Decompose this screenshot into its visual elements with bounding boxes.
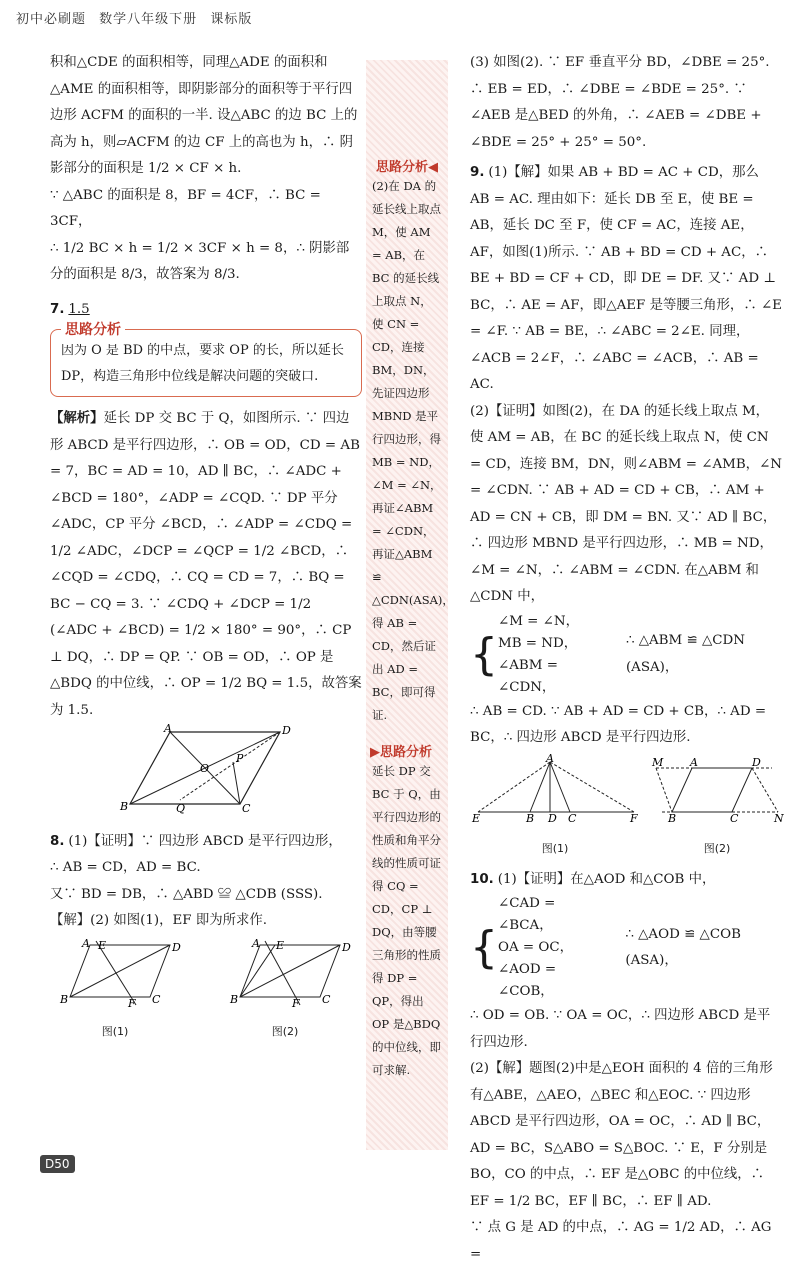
solution-line: ∴ AB = CD，AD = BC. <box>50 860 201 875</box>
analysis-box <box>50 322 362 397</box>
page-number: D50 <box>40 1155 75 1173</box>
paragraph: ∵ △ABC 的面积是 8，BF = 4CF，∴ BC = 3CF， <box>50 187 321 229</box>
solution-text: (1)【解】如果 AB + BD = AC + CD，那么 AB = AC. 理由如下：延长 DB 至 E，使 BE = AB，延长 DC 至 F，使 CF = AC，连接 AE，AF，如图(1)所示. ∵ AB + BD = CD + AC，∴ BE + BD = CF + CD，即 DE = DF. 又∵ AD ⊥ BC，∴ AE = AF，即△AEF 是等腰三角形，∴ ∠E = ∠F. ∵ AB = BE，∴ ∠ABC = 2∠E. 同理，∠ACB = 2∠F，∴ ∠ABC = ∠ACB，∴ AB = AC. <box>470 165 782 392</box>
figure-caption: 图(1) <box>101 1025 129 1038</box>
svg-text:D: D <box>282 724 291 737</box>
svg-text:E: E <box>98 938 107 952</box>
subject-title: 数学八年级下册 <box>99 12 198 27</box>
section-tag: 【解析】 <box>50 410 104 426</box>
figure-caption: 图(1) <box>541 842 569 855</box>
figure-q8-2 <box>220 936 351 1010</box>
figure-q9-2 <box>652 756 782 826</box>
svg-text:A: A <box>690 755 698 769</box>
system-line: OA = OC， <box>498 940 573 955</box>
svg-text:E: E <box>472 811 481 825</box>
solution-line: 又∵ BD = DB，∴ △ABD ≌ △CDB (SSS). <box>50 886 323 902</box>
svg-text:A: A <box>82 936 90 950</box>
svg-text:D: D <box>342 940 351 954</box>
analysis-text: 因为 O 是 BD 的中点，要求 OP 的长，所以延长 DP，构造三角形中位线是解决问题的突破口. <box>61 343 344 384</box>
system-line: MB = ND， <box>498 635 578 651</box>
question-number: 10. <box>470 871 494 887</box>
question-number: 9. <box>470 165 485 180</box>
svg-text:A: A <box>164 722 172 735</box>
svg-text:E: E <box>276 938 285 952</box>
svg-text:C: C <box>322 992 331 1006</box>
svg-text:D: D <box>172 940 181 954</box>
brace: { <box>470 922 498 973</box>
svg-text:F: F <box>128 996 136 1010</box>
svg-text:C: C <box>730 811 739 825</box>
system-result: ∴ △ABM ≌ △CDN (ASA)， <box>625 633 745 675</box>
question-number: 7. <box>50 301 65 317</box>
book-title: 初中必刷题 <box>16 12 87 27</box>
analysis-box-title: 思路分析 <box>61 317 125 344</box>
paragraph: (3) 如图(2). ∵ EF 垂直平分 BD，∠DBE = 25°. ∴ EB = ED，∴ ∠DBE = ∠BDE = 25°. ∵ ∠AEB 是△BED 的外角，∴ ∠AEB = ∠DBE + ∠BDE = 25° + 25° = 50°. <box>470 55 770 150</box>
svg-text:F: F <box>630 811 638 825</box>
solution-text: 延长 DP 交 BC 于 Q，如图所示. ∵ 四边形 ABCD 是平行四边形，∴ OB = OD，CD = AB = 7，BC = AD = 10，AD ∥ BC，∴ ∠ADC + ∠BCD = 180°，∠ADP = ∠CQD. ∵ DP 平分 ∠ADC，CP 平分 ∠BCD，∴ ∠ADP = ∠CDQ = 1/2 ∠ADC，∠DCP = ∠QCP = 1/2 ∠BCD，∴ ∠CQD = ∠CDQ，∴ CQ = CD = 7，∴ BQ = BC − CQ = 3. ∵ ∠CDQ + ∠DCP = 1/2 (∠ADC + ∠BCD) = 1/2 × 180° = 90°，∴ CP ⊥ DQ，∴ DP = QP. ∵ OB = OD，∴ OP 是△BDQ 的中位线，∴ OP = 1/2 BQ = 1.5，故答案为 1.5. <box>50 411 362 718</box>
figure-caption: 图(2) <box>703 842 731 855</box>
side-notes-strip <box>366 60 454 1150</box>
left-column <box>50 50 362 1046</box>
svg-text:C: C <box>568 811 577 825</box>
side-note: 延长 DP 交 BC 于 Q，由平行四边形的性质和角平分线的性质可证得 CQ = CD，CP ⊥ DQ，由等腰三角形的性质得 DP = QP，得出 OP 是△BDQ 的中位线，即可求解. <box>372 764 441 1077</box>
solution-line: 【解】(2) 如图(1)，EF 即为所求作. <box>50 913 268 928</box>
figure-q9-1 <box>470 751 640 826</box>
solution-text: (1)【证明】在△AOD 和△COB 中， <box>497 871 716 887</box>
svg-text:A: A <box>252 936 260 950</box>
svg-text:B: B <box>230 992 239 1006</box>
solution-text: ∵ 点 G 是 AD 的中点，∴ AG = 1/2 AD，∴ AG = <box>470 1220 772 1262</box>
paragraph: 积和△CDE 的面积相等，同理△ADE 的面积和△AME 的面积相等，即阴影部分的面积等于平行四边形 ACFM 的面积的一半. 设△ABC 的边 BC 上的高为 h，则▱ACFM 的边 CF 上的高也为 h，∴ 阴影部分的面积是 1/2 × CF × h. <box>50 55 358 176</box>
answer-value: 1.5 <box>68 301 90 317</box>
svg-text:D: D <box>752 755 761 769</box>
system-line: ∠AOD = ∠COB， <box>498 962 557 999</box>
right-column <box>470 50 782 1268</box>
parallelogram-figure-q7 <box>50 724 362 814</box>
brace: { <box>470 628 498 680</box>
solution-text: (2)【解】题图(2)中是△EOH 面积的 4 倍的三角形有△ABE，△AEO，△BEC 和△EOC. ∵ 四边形 ABCD 是平行四边形，OA = OC，∴ AD ∥ BC，AD = BC，S△ABO = S△BOC. ∵ E，F 分别是 BO，CO 的中点，∴ EF 是△OBC 的中位线，∴ EF = 1/2 BC，EF ∥ BC，∴ EF ∥ AD. <box>470 1061 773 1209</box>
svg-text:Q: Q <box>176 802 186 815</box>
svg-text:N: N <box>774 811 784 825</box>
svg-text:B: B <box>60 992 69 1006</box>
svg-text:B: B <box>120 800 129 813</box>
side-label: 思路分析◀ <box>376 160 438 175</box>
svg-text:F: F <box>292 996 300 1010</box>
solution-line: (1)【证明】∵ 四边形 ABCD 是平行四边形， <box>68 833 342 849</box>
paragraph: ∴ 1/2 BC × h = 1/2 × 3CF × h = 8，∴ 阴影部分的面积是 8/3，故答案为 8/3. <box>50 240 350 282</box>
question-number: 8. <box>50 833 65 849</box>
figure-q8-1 <box>50 936 181 1010</box>
side-note: (2)在 DA 的延长线上取点 M，使 AM = AB，在 BC 的延长线上取点 N，使 CN = CD，连接 BM，DN，先证四边形 MBND 是平行四边形，得 MB = ND，∠M = ∠N，再证∠ABM = ∠CDN，再证△ABM ≌ △CDN(ASA)，得 AB = CD，然后证出 AD = BC，即可得证. <box>372 179 454 722</box>
solution-text: (2)【证明】如图(2)，在 DA 的延长线上取点 M，使 AM = AB，在 BC 的延长线上取点 N，使 CN = CD，连接 BM，DN，则∠ABM = ∠AMB，∠N = ∠CDN. ∵ AB + AD = CD + CB，∴ AM + AD = CN + CB，即 DM = BN. 又∵ AD ∥ BC，∴ 四边形 MBND 是平行四边形，∴ MB = ND，∠M = ∠N，∴ ∠ABM = ∠CDN. 在△ABM 和△CDN 中， <box>470 403 783 604</box>
system-line: ∠ABM = ∠CDN， <box>498 657 558 695</box>
page-header <box>16 8 252 27</box>
svg-text:P: P <box>236 752 244 765</box>
edition-label: 课标版 <box>210 12 253 27</box>
equation-system <box>470 611 782 699</box>
svg-text:B: B <box>668 811 677 825</box>
svg-text:A: A <box>546 751 554 765</box>
solution-text: ∴ OD = OB. ∵ OA = OC，∴ 四边形 ABCD 是平行四边形. <box>470 1008 771 1050</box>
svg-text:C: C <box>152 992 161 1006</box>
system-line: ∠CAD = ∠BCA， <box>498 896 556 933</box>
svg-text:M: M <box>652 755 664 769</box>
system-line: ∠M = ∠N， <box>498 613 579 629</box>
solution-text: ∴ AB = CD. ∵ AB + AD = CD + CB，∴ AD = BC，∴ 四边形 ABCD 是平行四边形. <box>470 703 767 745</box>
svg-text:B: B <box>526 811 535 825</box>
side-label: ▶思路分析 <box>370 745 432 760</box>
system-result: ∴ △AOD ≌ △COB (ASA)， <box>625 926 741 968</box>
figure-caption: 图(2) <box>271 1025 299 1038</box>
svg-text:C: C <box>242 802 251 815</box>
equation-system <box>470 893 782 1003</box>
svg-text:D: D <box>548 811 557 825</box>
svg-text:O: O <box>200 762 210 775</box>
